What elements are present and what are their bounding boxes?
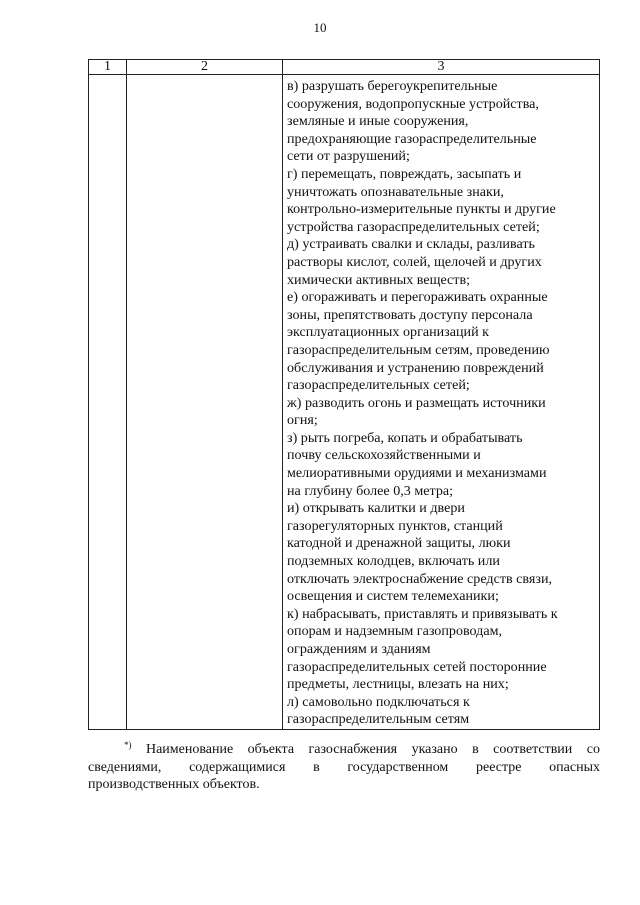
restriction-line: сети от разрушений; xyxy=(287,148,410,165)
table-cell-col3 xyxy=(283,75,600,730)
footnote-line-3: производственных объектов. xyxy=(88,777,260,792)
restriction-line: на глубину более 0,3 метра; xyxy=(287,482,454,499)
table-cell-col2 xyxy=(127,75,283,730)
restriction-line: эксплуатационных организаций к xyxy=(287,324,490,341)
restriction-line: г) перемещать, повреждать, засыпать и xyxy=(287,165,522,182)
table-row xyxy=(89,75,600,730)
footnote-line-1 xyxy=(88,741,600,759)
restriction-line: химически активных веществ; xyxy=(287,271,471,288)
footnote-marker: *) xyxy=(124,740,132,750)
restriction-line: сооружения, водопропускные устройства, xyxy=(287,95,539,112)
restriction-line: ж) разводить огонь и размещать источники xyxy=(287,394,546,411)
restriction-line: к) набрасывать, приставлять и привязывать к xyxy=(287,605,558,622)
restriction-line: газораспределительным сетям xyxy=(287,711,470,728)
restriction-line: предохраняющие газораспределительные xyxy=(287,130,537,147)
footnote xyxy=(88,741,600,794)
restriction-line: газораспределительных сетей посторонние xyxy=(287,658,547,675)
table-cell-col1 xyxy=(89,75,127,730)
restriction-line: ограждениям и зданиям xyxy=(287,641,431,657)
restriction-line: газорегуляторных пунктов, станций xyxy=(287,517,503,534)
restriction-line: контрольно-измерительные пункты и другие xyxy=(287,201,556,218)
column-header-1: 1 xyxy=(89,60,127,75)
restriction-line: земляные и иные сооружения, xyxy=(287,113,469,130)
restriction-line: л) самовольно подключаться к xyxy=(287,693,470,710)
restriction-line: уничтожать опознавательные знаки, xyxy=(287,183,504,200)
restriction-line: почву сельскохозяйственными и xyxy=(287,447,481,464)
restriction-line: в) разрушать берегоукрепительные xyxy=(287,78,498,94)
restriction-line: мелиоративными орудиями и механизмами xyxy=(287,465,547,482)
restriction-line: подземных колодцев, включать или xyxy=(287,553,500,570)
restriction-line: газораспределительным сетям, проведению xyxy=(287,341,550,358)
restriction-line: е) огораживать и перегораживать охранные xyxy=(287,289,548,306)
column-header-3: 3 xyxy=(283,60,600,75)
column-header-2: 2 xyxy=(127,60,283,75)
restriction-line: освещения и систем телемеханики; xyxy=(287,588,499,605)
restriction-line: огня; xyxy=(287,412,318,429)
restriction-line: и) открывать калитки и двери xyxy=(287,500,465,517)
restrictions-list xyxy=(283,75,599,729)
restriction-line: газораспределительных сетей; xyxy=(287,377,470,394)
requirements-table xyxy=(88,59,600,730)
footnote-line-2: сведениями, содержащимися в государственном реестре опасных xyxy=(88,759,600,775)
restriction-line: отключать электроснабжение средств связи, xyxy=(287,570,553,587)
footnote-line-1-text: Наименование объекта газоснабжения указано в соответствии со xyxy=(145,742,600,757)
table-header-row xyxy=(89,60,600,75)
restriction-line: устройства газораспределительных сетей; xyxy=(287,218,540,235)
restriction-line: д) устраивать свалки и склады, разливать xyxy=(287,236,535,253)
restriction-line: обслуживания и устранению повреждений xyxy=(287,359,544,376)
restriction-line: опорам и надземным газопроводам, xyxy=(287,623,503,640)
restriction-line: зоны, препятствовать доступу персонала xyxy=(287,306,533,323)
restriction-line: катодной и дренажной защиты, люки xyxy=(287,535,511,552)
page-number: 10 xyxy=(313,20,327,35)
restriction-line: предметы, лестницы, влезать на них; xyxy=(287,676,509,693)
restriction-line: з) рыть погреба, копать и обрабатывать xyxy=(287,429,523,446)
restriction-line: растворы кислот, солей, щелочей и других xyxy=(287,253,542,270)
